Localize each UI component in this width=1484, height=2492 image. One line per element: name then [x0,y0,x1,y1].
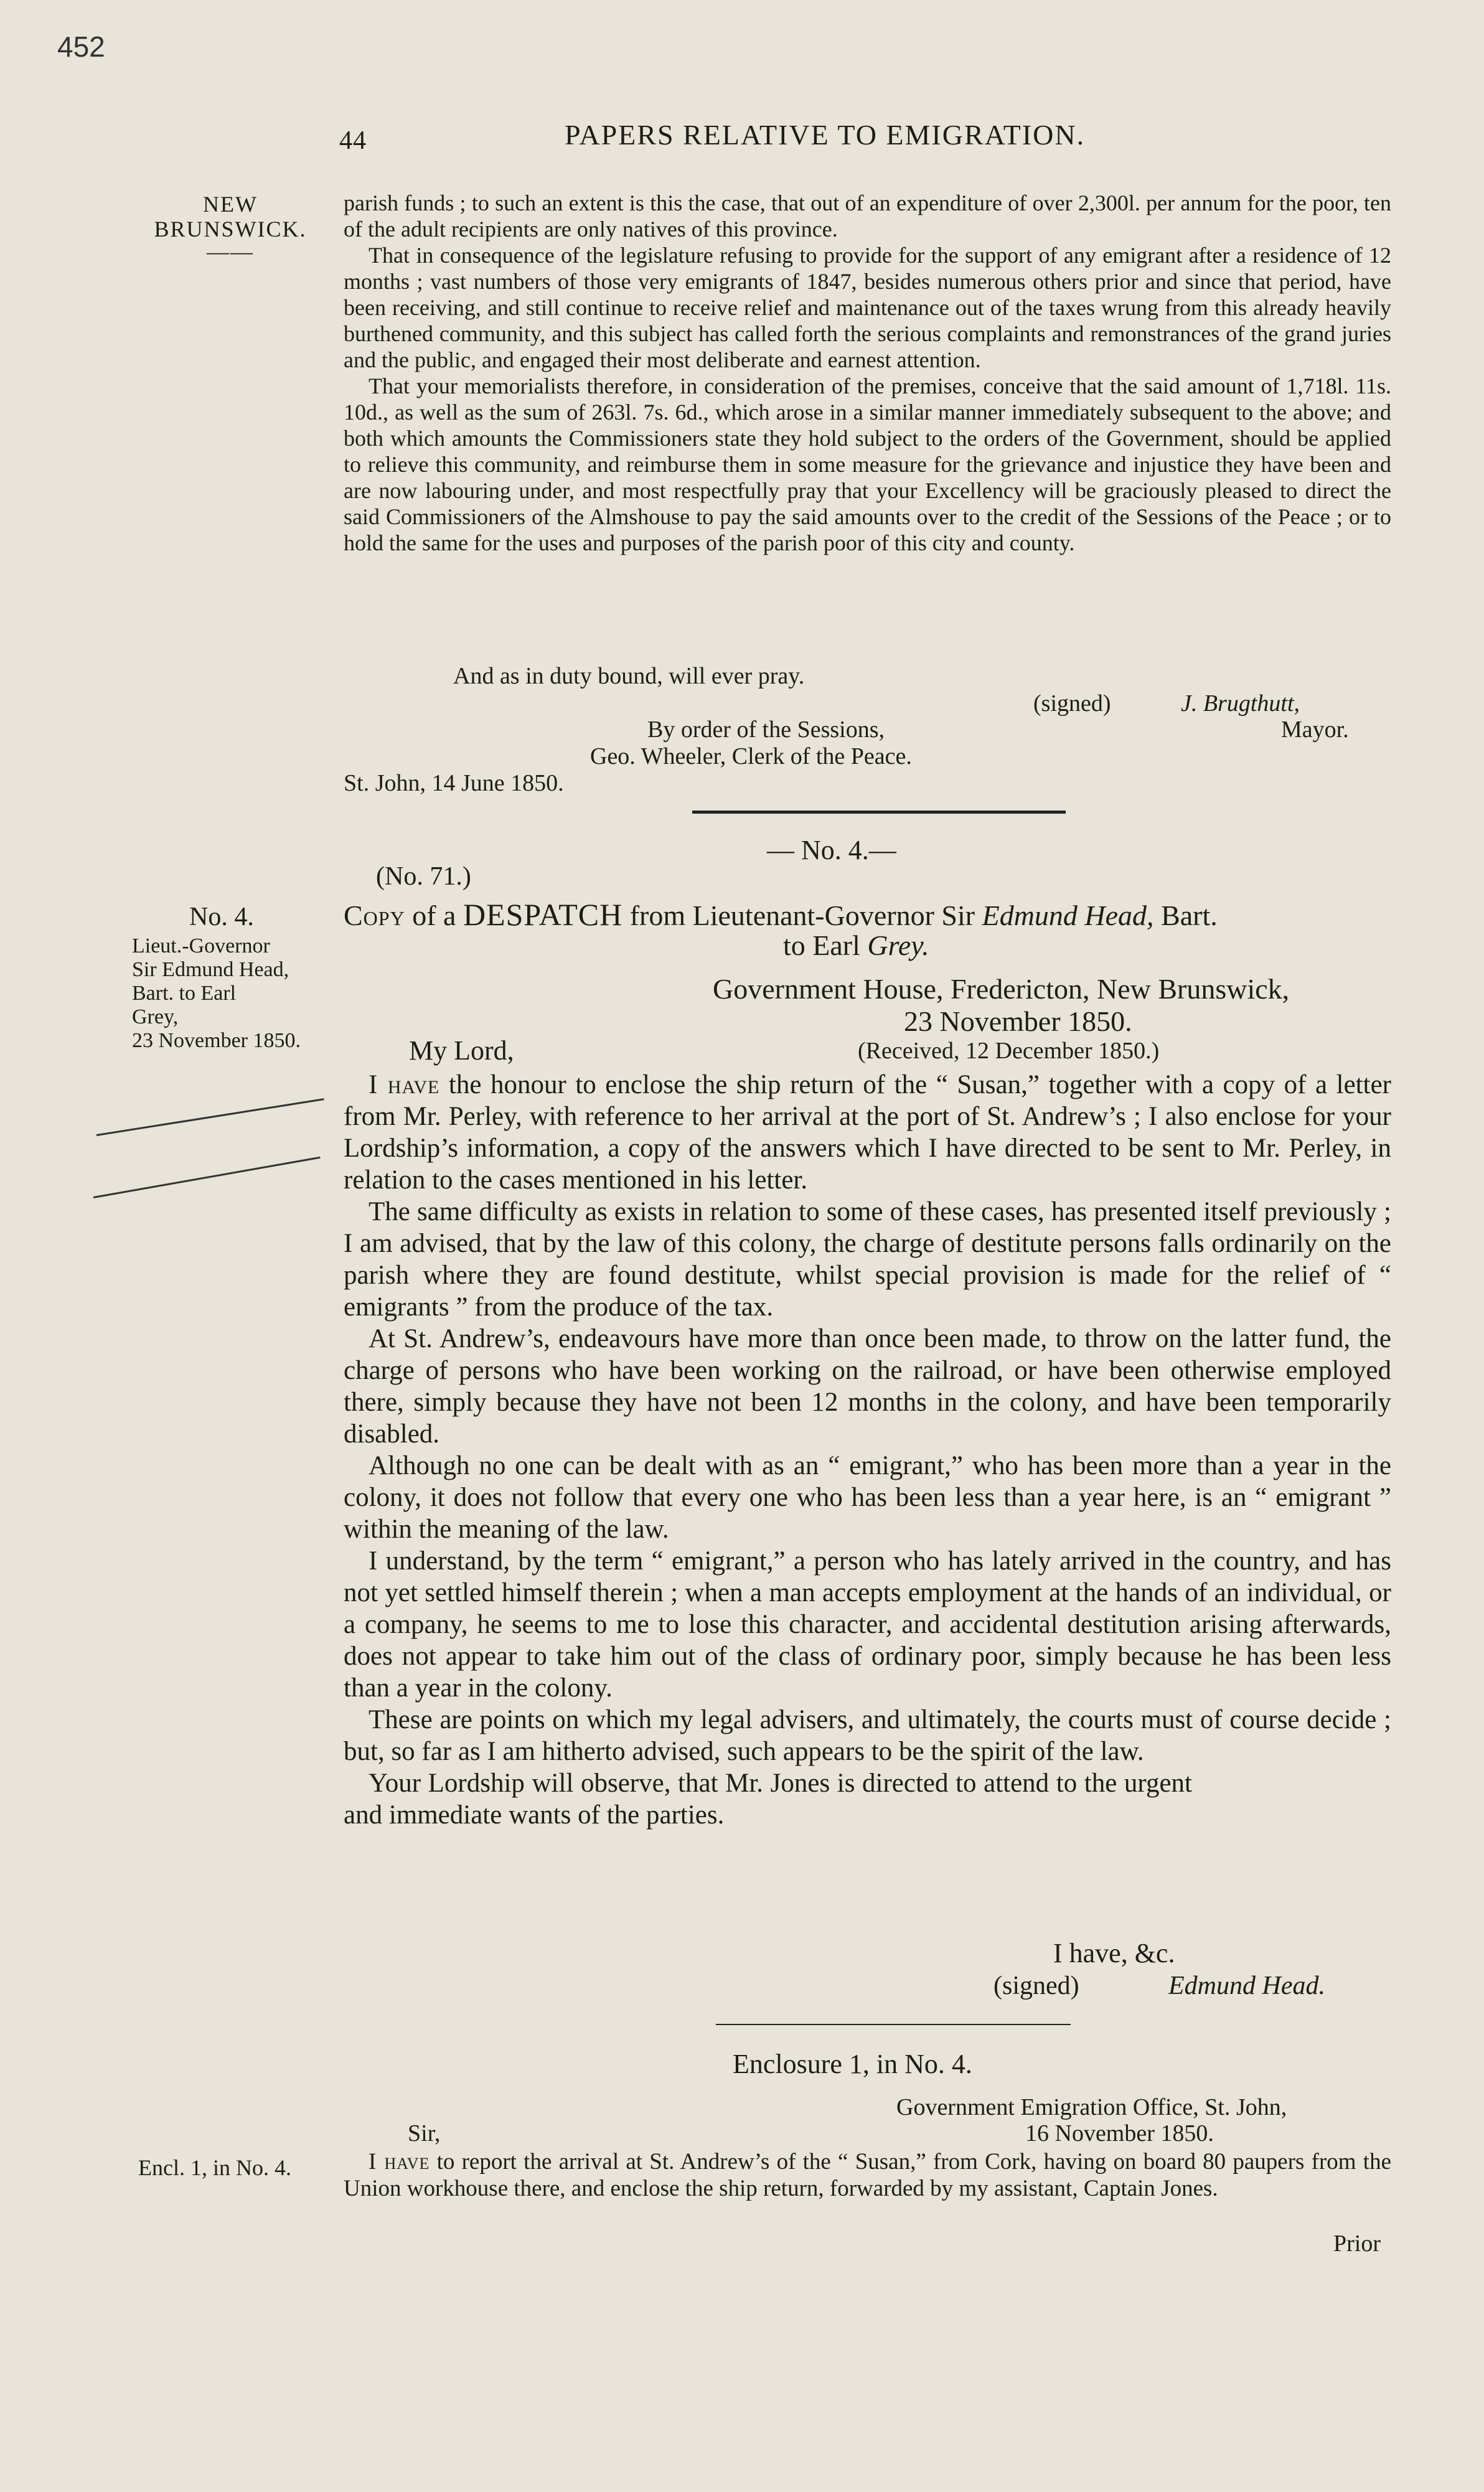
memorial-signer: J. Brugthutt, [1181,690,1300,717]
despatch-paragraph-6: These are points on which my legal advisers, and ultimately, the courts must of course decide ; but, so far as I am hitherto advised, such appears to be the spirit of the law. [344,1705,1391,1766]
despatch-title-copy: Copy [344,900,405,931]
despatch-paragraph-7: Your Lordship will observe, that Mr. Jones is directed to attend to the urgent and immediate wants of the parties. [344,1769,1192,1830]
despatch-body [344,1069,1391,1831]
despatch-received: (Received, 12 December 1850.) [858,1038,1160,1064]
enclosure-salutation: Sir, [408,2120,441,2146]
enclosure-from-date: 16 November 1850. [1025,2120,1214,2146]
margin-no4-line-3: Bart. to Earl [132,982,237,1005]
margin-no4-title: No. 4. [189,903,254,931]
margin-enclosure-note: Encl. 1, in No. 4. [138,2155,291,2180]
despatch-paragraph-4: Although no one can be dealt with as an “ emigrant,” who has been more than a year in the colony, it does not follow that every one who has been less than a year here, is an “ emigrant ” within the meaning of the law. [344,1451,1391,1544]
header-title: PAPERS RELATIVE TO EMIGRATION. [565,119,1086,151]
margin-province-line-2: BRUNSWICK. [154,217,307,242]
memorial-clerk: Geo. Wheeler, Clerk of the Peace. [590,743,912,769]
catchword: Prior [1333,2231,1381,2257]
despatch-heading: — No. 4.— [767,835,896,865]
despatch-title-to-earl: to Earl [783,929,860,961]
memorial-closing: And as in duty bound, will ever pray. [453,663,805,689]
despatch-paragraph-1 [344,1069,1391,1196]
page-number: 452 [57,31,105,63]
pen-mark-2 [93,1157,321,1198]
despatch-title-line-2 [783,929,929,962]
despatch-paragraph-1-text: the honour to enclose the ship return of the “ Susan,” together with a copy of a letter from Mr. Perley, with reference to her arrival at the port of St. Andrew’s ; I also enclose for your Lordship’s information, a copy of the answers which I have directed to be sent to Mr. Perley, in relation to the cases mentioned in his letter. [344,1070,1391,1195]
despatch-salutation: My Lord, [409,1035,514,1066]
despatch-paragraph-5: I understand, by the term “ emigrant,” a person who has lately arrived in the country, and has not yet settled himself therein ; when a man accepts employment at the hands of an individual, or a company, he seems to me to lose this character, and accidental destitution arising afterwards, does not appear to take him out of the class of ordinary poor, simply because he has been less than a year in the colony. [344,1546,1391,1703]
margin-province [137,192,324,264]
despatch-signed: (signed) [993,1972,1079,2000]
despatch-title-bart: Bart. [1161,900,1218,931]
despatch-title-name: Edmund Head, [982,900,1154,931]
memorial-by-order: By order of the Sessions, [647,717,885,743]
section-rule [692,811,1066,814]
margin-no4-line-1: Lieut.-Governor [132,934,270,958]
header-page-number: 44 [339,126,367,155]
despatch-title-despatch: DESPATCH [463,897,623,932]
memorial-body [344,190,1391,556]
margin-province-dash: —— [207,238,254,264]
margin-no4-line-2: Sir Edmund Head, [132,958,289,982]
enclosure-heading: Enclosure 1, in No. 4. [733,2049,972,2079]
despatch-title-from: from Lieutenant-Governor Sir [629,900,975,931]
memorial-signer-title: Mayor. [1281,717,1349,743]
despatch-signer: Edmund Head. [1168,1972,1325,2000]
memorial-place-date: St. John, 14 June 1850. [344,770,564,796]
margin-no4-line-5: 23 November 1850. [132,1029,301,1053]
despatch-title-of-a: of a [412,900,456,931]
memorial-paragraph-2: That in consequence of the legislature refusing to provide for the support of any emigrant after a residence of 12 months ; vast numbers of those very emigrants of 1847, besides numerous others prior and since that period, have been receiving, and still continue to receive relief and maintenance out of the taxes wrung from this already heavily burthened community, and this subject has called forth the serious complaints and remonstrances of the grand juries and the public, and engaged their most deliberate and earnest attention. [344,243,1391,372]
despatch-close: I have, &c. [1053,1938,1175,1968]
margin-no4-note [132,903,337,1053]
despatch-paragraph-1-lead: I have [369,1070,440,1099]
despatch-title-line-1 [344,896,1218,933]
enclosure-paragraph-1-text: to report the arrival at St. Andrew’s of the “ Susan,” from Cork, having on board 80 paupers from the Union workhouse there, and enclose the ship return, forwarded by my assistant, Captain Jones. [344,2149,1391,2201]
memorial-signed: (signed) [1033,690,1111,717]
enclosure-paragraph-1 [344,2148,1391,2202]
enclosure-from-place: Government Emigration Office, St. John, [896,2094,1287,2120]
despatch-from-date: 23 November 1850. [904,1005,1132,1037]
despatch-paragraph-3: At St. Andrew’s, endeavours have more than once been made, to throw on the latter fund, the charge of persons who have been working on the railroad, or have been otherwise employed there, simply because they have not been 12 months in the colony, and have been temporarily disabled. [344,1324,1391,1449]
enclosure-rule [716,2024,1071,2025]
margin-no4-line-4: Grey, [132,1005,179,1029]
despatch-reference: (No. 71.) [376,862,471,891]
pen-mark-1 [96,1098,324,1136]
enclosure-paragraph-1-lead: I have [369,2149,430,2175]
margin-province-line-1: NEW [203,192,258,217]
enclosure-body [344,2148,1391,2202]
despatch-from-place: Government House, Fredericton, New Brunswick, [713,973,1290,1005]
memorial-paragraph-3: That your memorialists therefore, in consideration of the premises, conceive that the said amount of 1,718l. 11s. 10d., as well as the sum of 263l. 7s. 6d., which arose in a similar manner immediately subsequent to the above; and both which amounts the Commissioners state they hold subject to the orders of the Government, should be applied to relieve this community, and reimburse them in some measure for the grievance and injustice they have been and are now labouring under, and most respectfully pray that your Excellency will be graciously pleased to direct the said Commissioners of the Almshouse to pay the said amounts over to the credit of the Sessions of the Peace ; or to hold the same for the uses and purposes of the parish poor of this city and county. [344,374,1391,555]
despatch-title-grey: Grey. [867,929,929,961]
memorial-paragraph-1: parish funds ; to such an extent is this the case, that out of an expenditure of over 2,300l. per annum for the poor, ten of the adult recipients are only natives of this province. [344,190,1391,242]
despatch-paragraph-2: The same difficulty as exists in relation to some of these cases, has presented itself previously ; I am advised, that by the law of this colony, the charge of destitute persons falls ordinarily on the parish where they are found destitute, whilst special provision is made for the relief of “ emigrants ” from the produce of the tax. [344,1197,1391,1322]
